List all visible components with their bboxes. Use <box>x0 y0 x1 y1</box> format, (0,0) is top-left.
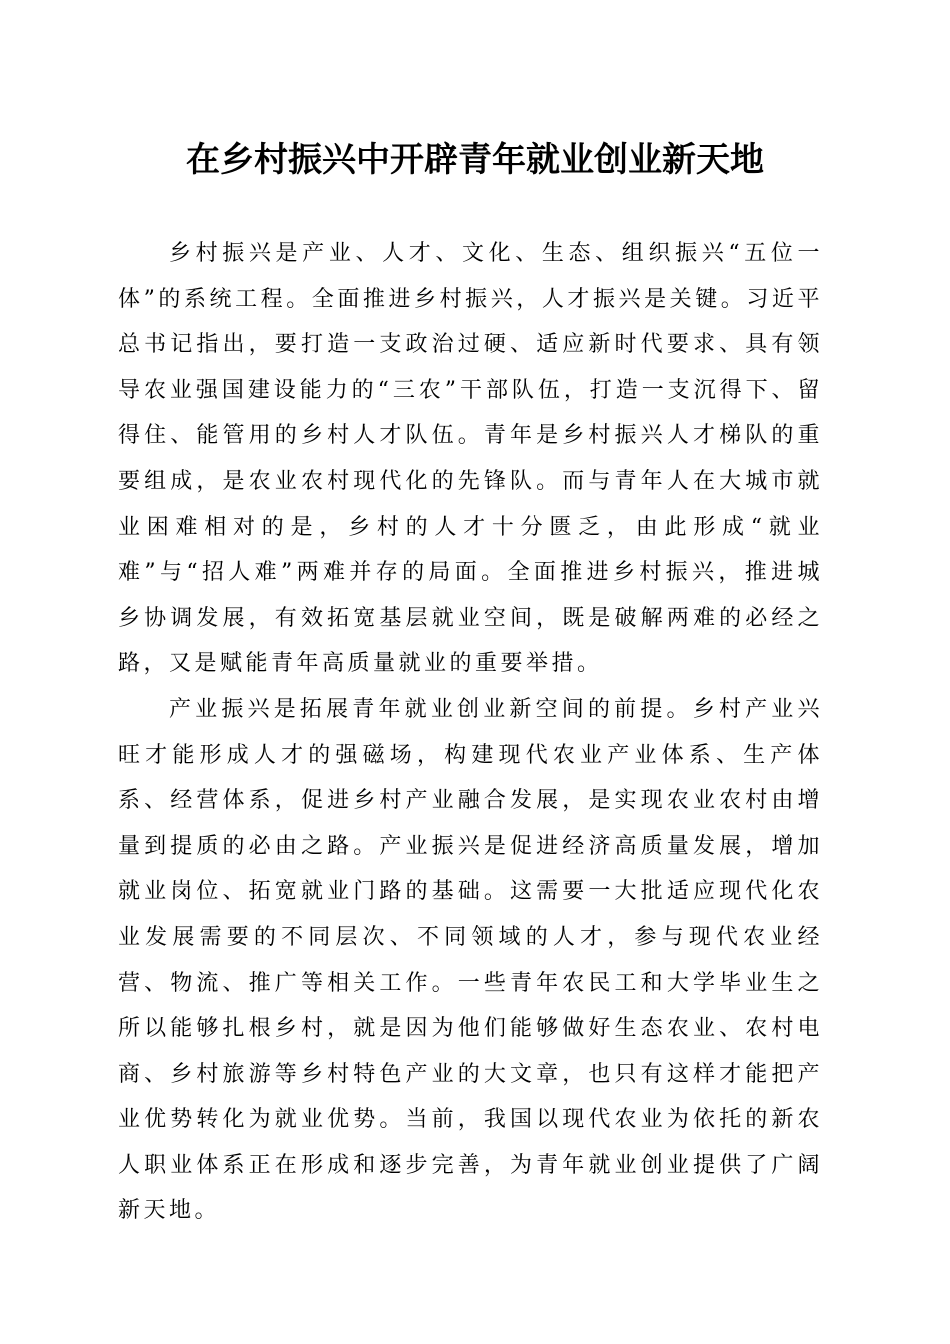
article-body <box>118 231 823 1234</box>
paragraph-2: 产业振兴是拓展青年就业创业新空间的前提。乡村产业兴旺才能形成人才的强磁场，构建现代农业产业体系、生产体系、经营体系，促进乡村产业融合发展，是实现农业农村由增量到提质的必由之路。产业振兴是促进经济高质量发展，增加就业岗位、拓宽就业门路的基础。这需要一大批适应现代化农业发展需要的不同层次、不同领域的人才，参与现代农业经营、物流、推广等相关工作。一些青年农民工和大学毕业生之所以能够扎根乡村，就是因为他们能够做好生态农业、农村电商、乡村旅游等乡村特色产业的大文章，也只有这样才能把产业优势转化为就业优势。当前，我国以现代农业为依托的新农人职业体系正在形成和逐步完善，为青年就业创业提供了广阔新天地。 <box>118 696 823 1224</box>
article-title: 在乡村振兴中开辟青年就业创业新天地 <box>186 140 764 180</box>
paragraph-1: 乡村振兴是产业、人才、文化、生态、组织振兴“五位一体”的系统工程。全面推进乡村振兴，人才振兴是关键。习近平总书记指出，要打造一支政治过硬、适应新时代要求、具有领导农业强国建设能力的“三农”干部队伍，打造一支沉得下、留得住、能管用的乡村人才队伍。青年是乡村振兴人才梯队的重要组成，是农业农村现代化的先锋队。而与青年人在大城市就业困难相对的是，乡村的人才十分匮乏，由此形成“就业难”与“招人难”两难并存的局面。全面推进乡村振兴，推进城乡协调发展，有效拓宽基层就业空间，既是破解两难的必经之路，又是赋能青年高质量就业的重要举措。 <box>118 241 823 677</box>
